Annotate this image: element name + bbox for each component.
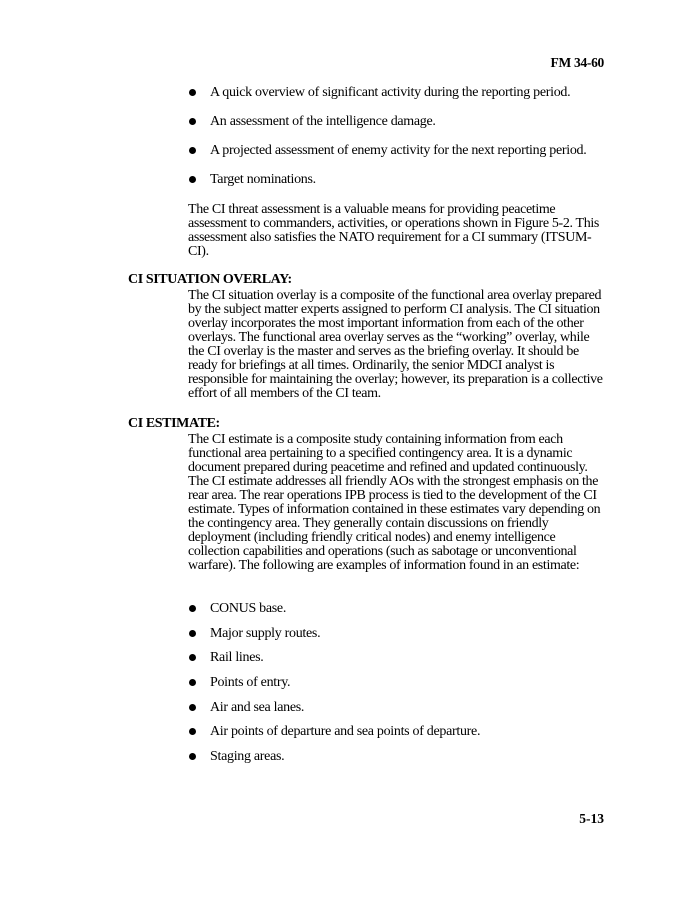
list-item-text: A quick overview of significant activity during the reporting period. (210, 85, 571, 100)
list-item (188, 143, 586, 159)
list-item-text: Points of entry. (210, 675, 291, 691)
list-item (188, 724, 480, 740)
bullet-icon (189, 704, 196, 711)
situation-overlay-heading: CI SITUATION OVERLAY: (128, 272, 292, 287)
list-item-text: A projected assessment of enemy activity for the next reporting period. (210, 143, 587, 158)
estimate-paragraph: The CI estimate is a composite study containing information from each functional area pertaining to a specified contingency area. It is a dynamic document prepared during peacetime and refined and updated continuously. The CI estimate addresses all friendly AOs with the strongest emphasis on the rear area. The rear operations IPB process is tied to the development of the CI estimate. Types of information contained in these estimates vary depending on the contingency area. They generally contain discussions on friendly deployment (including friendly critical nodes) and enemy intelligence collection capabilities and operations (such as sabotage or unconventional warfare). The following are examples of information found in an estimate: (188, 432, 601, 573)
list-item-text: An assessment of the intelligence damage. (210, 114, 436, 129)
bullet-icon (189, 630, 196, 637)
list-item (188, 650, 480, 666)
bullet-icon (189, 118, 196, 125)
list-item (188, 172, 586, 188)
list-item-text: Target nominations. (210, 172, 316, 187)
list-item-text: CONUS base. (210, 601, 287, 616)
bullet-list-report-contents (188, 85, 586, 201)
estimate-heading: CI ESTIMATE: (128, 416, 220, 431)
bullet-icon (189, 176, 196, 183)
list-item (188, 85, 586, 101)
threat-assessment-paragraph: The CI threat assessment is a valuable means for providing peacetime assessment to commanders, activities, or operations shown in Figure 5-2. This assessment also satisfies the NATO requirement for a CI summary (ITSUM-CI). (188, 202, 600, 259)
bullet-icon (189, 605, 196, 612)
list-item-text: Major supply routes. (210, 625, 321, 641)
bullet-list-estimate-examples (188, 601, 480, 774)
bullet-icon (189, 679, 196, 686)
bullet-icon (189, 654, 196, 661)
list-item (188, 626, 480, 642)
list-item (188, 114, 586, 130)
list-item-text: Rail lines. (210, 650, 264, 666)
list-item (188, 601, 480, 617)
list-item-text: Air points of departure and sea points of departure. (210, 724, 481, 740)
situation-overlay-paragraph: The CI situation overlay is a composite of the functional area overlay prepared by the subject matter experts assigned to perform CI analysis. The CI situation overlay incorporates the most important information from each of the other overlays. The functional area overlay serves as the “working” overlay, while the CI overlay is the master and serves as the briefing overlay. It should be ready for briefings at all times. Ordinarily, the senior MDCI analyst is responsible for maintaining the overlay; however, its preparation is a collective effort of all members of the CI team. (188, 288, 603, 401)
page-header-manual-id: FM 34-60 (550, 55, 604, 70)
list-item (188, 675, 480, 691)
page-number: 5-13 (579, 811, 604, 826)
list-item (188, 700, 480, 716)
bullet-icon (189, 89, 196, 96)
bullet-icon (189, 728, 196, 735)
list-item (188, 749, 480, 765)
list-item-text: Air and sea lanes. (210, 699, 305, 715)
bullet-icon (189, 753, 196, 760)
bullet-icon (189, 147, 196, 154)
list-item-text: Staging areas. (210, 749, 285, 765)
